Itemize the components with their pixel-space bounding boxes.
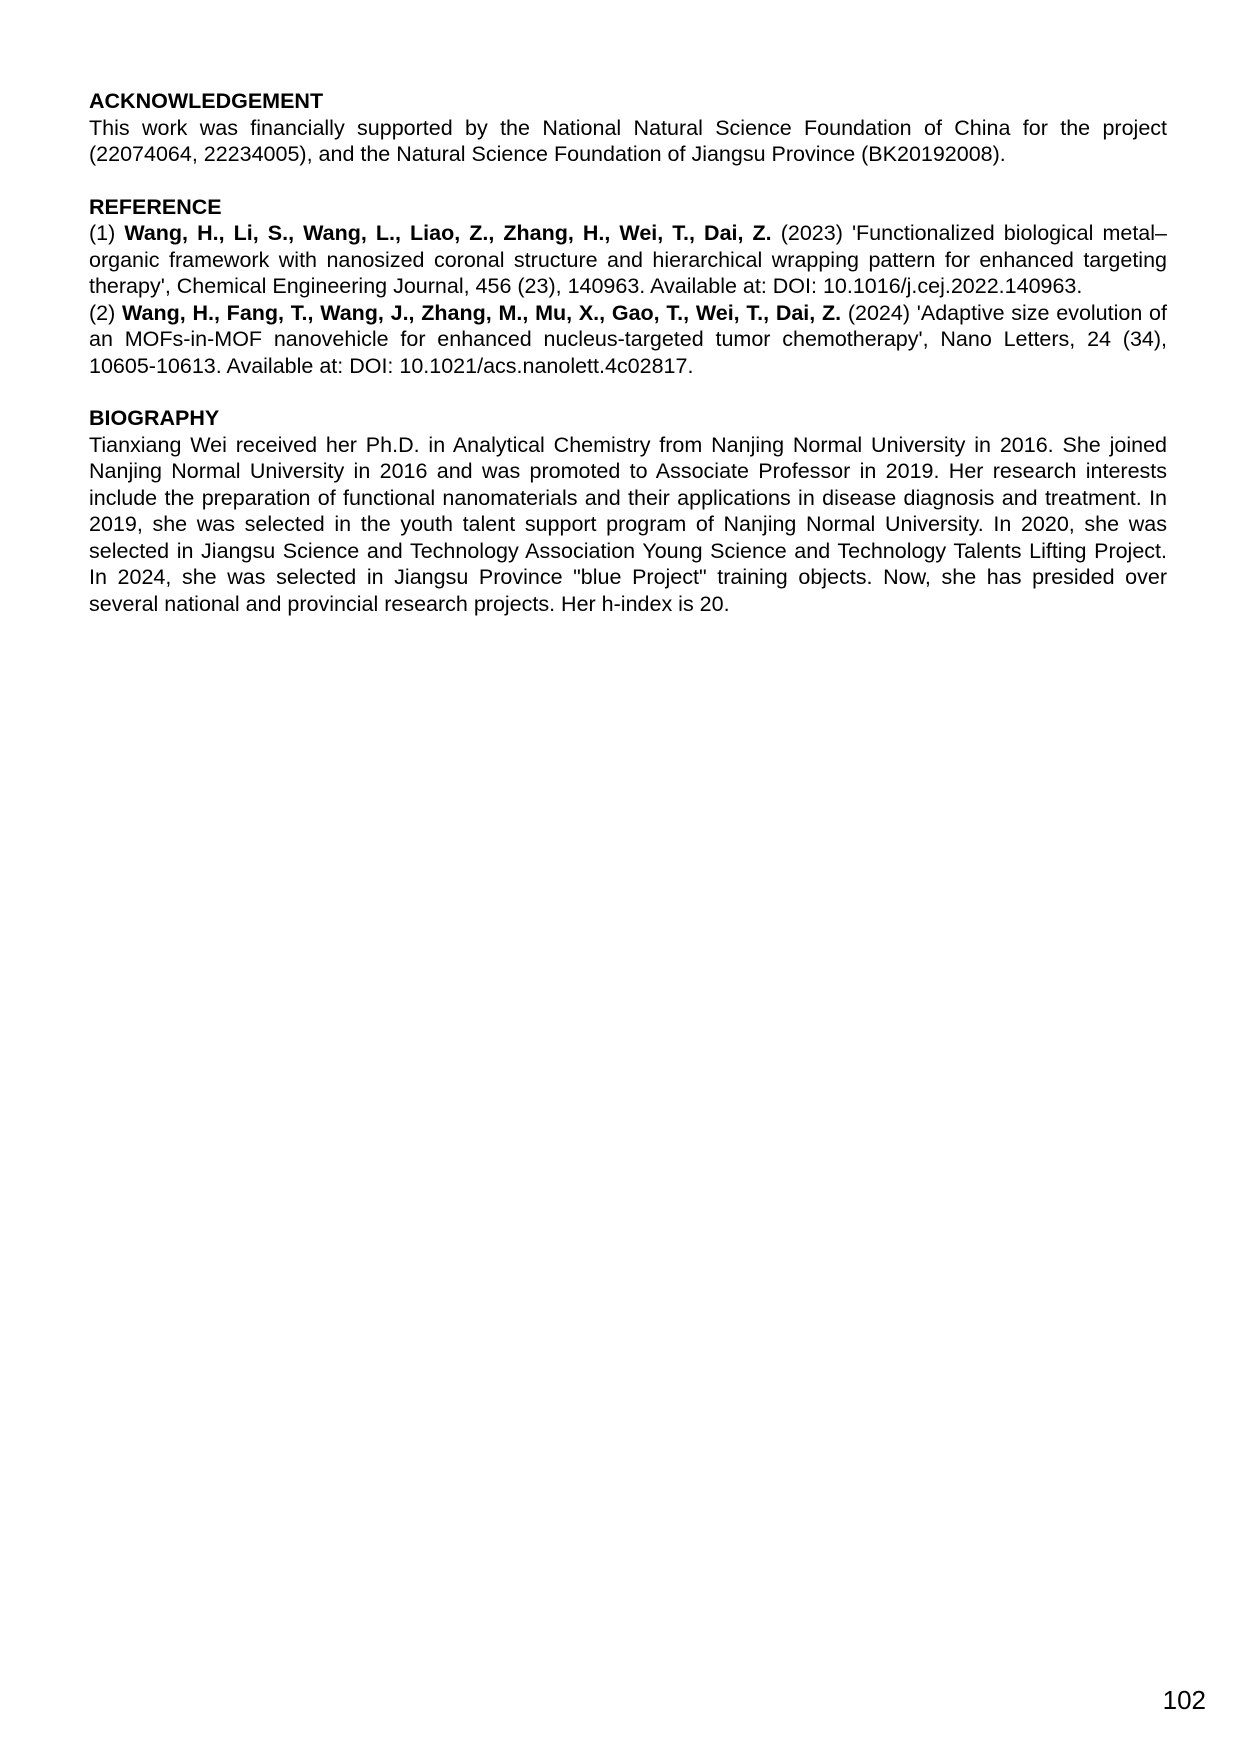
biography-heading: BIOGRAPHY [89, 406, 220, 430]
reference-section [89, 194, 1167, 380]
reference-heading: REFERENCE [89, 194, 222, 219]
reference-authors: Wang, H., Fang, T., Wang, J., Zhang, M., Mu, X., Gao, T., Wei, T., Dai, Z. [122, 300, 842, 325]
reference-authors: Wang, H., Li, S., Wang, L., Liao, Z., Zhang, H., Wei, T., Dai, Z. [124, 221, 772, 245]
reference-details: (2023) 'Functionalized biological metal–organic framework with nanosized coronal structure and hierarchical wrapping pattern for enhanced targeting therapy', Chemical Engineering Journal, 456 (23), 140963. Available at: DOI: 10.1016/j.cej.2022.140963. [89, 221, 1167, 298]
reference-number: (1) [89, 221, 116, 245]
page-content [89, 88, 1167, 643]
biography-text: Tianxiang Wei received her Ph.D. in Analytical Chemistry from Nanjing Normal University in 2016. She joined Nanjing Normal University in 2016 and was promoted to Associate Professor in 2019. Her research interests include the preparation of functional nanomaterials and their applications in disease diagnosis and treatment. In 2019, she was selected in the youth talent support program of Nanjing Normal University. In 2020, she was selected in Jiangsu Science and Technology Association Young Science and Technology Talents Lifting Project. In 2024, she was selected in Jiangsu Province "blue Project" training objects. Now, she has presided over several national and provincial research projects. Her h-index is 20. [89, 432, 1167, 616]
acknowledgement-text: This work was financially supported by the National Natural Science Foundation of China for the project (22074064, 22234005), and the Natural Science Foundation of Jiangsu Province (BK20192008). [89, 115, 1167, 166]
reference-details: (2024) 'Adaptive size evolution of an MOFs-in-MOF nanovehicle for enhanced nucleus-targeted tumor chemotherapy', Nano Letters, 24 (34), 10605-10613. Available at: DOI: 10.1021/acs.nanolett.4c02817. [89, 300, 1167, 378]
reference-number: (2) [89, 300, 116, 325]
biography-section [89, 405, 1167, 617]
acknowledgement-section [89, 88, 1167, 168]
page-number: 102 [1162, 1685, 1206, 1715]
reference-entry-2 [89, 300, 1167, 380]
reference-entry-1 [89, 220, 1167, 300]
acknowledgement-heading: ACKNOWLEDGEMENT [89, 89, 324, 113]
